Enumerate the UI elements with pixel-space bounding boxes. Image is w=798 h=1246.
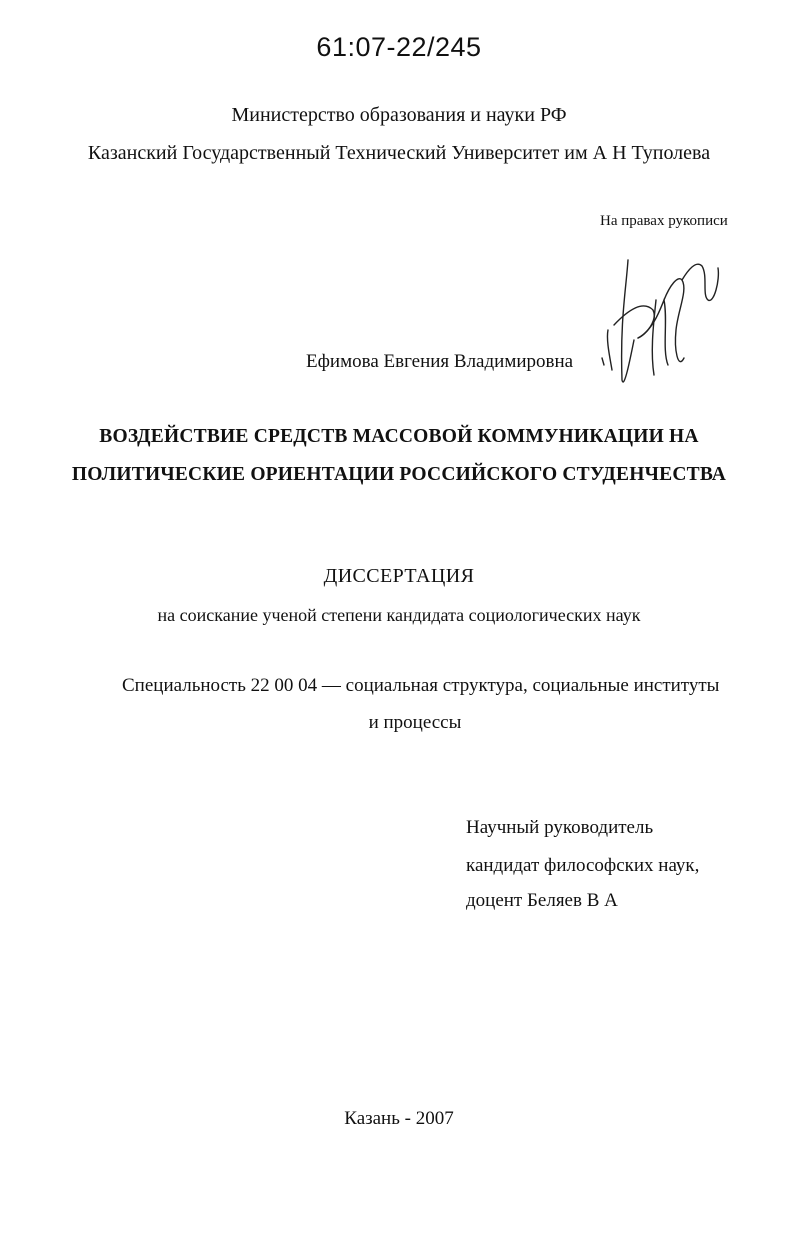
specialty-line-1: Специальность 22 00 04 — социальная структура, социальные институты bbox=[122, 675, 720, 696]
title-line-1: ВОЗДЕЙСТВИЕ СРЕДСТВ МАССОВОЙ КОММУНИКАЦИИ НА bbox=[99, 426, 699, 447]
supervisor-label: Научный руководитель bbox=[466, 817, 654, 838]
supervisor-name: доцент Беляев В А bbox=[466, 890, 618, 911]
title-line-2: ПОЛИТИЧЕСКИЕ ОРИЕНТАЦИИ РОССИЙСКОГО СТУДЕНЧЕСТВА bbox=[71, 464, 727, 485]
manuscript-rights-note: На правах рукописи bbox=[600, 213, 728, 229]
catalog-code: 61:07-22/245 bbox=[316, 32, 482, 62]
author-signature bbox=[598, 240, 728, 390]
specialty-line-2: и процессы bbox=[368, 712, 462, 733]
ministry-name: Министерство образования и науки РФ bbox=[231, 104, 567, 126]
document-type: ДИССЕРТАЦИЯ bbox=[323, 565, 475, 587]
supervisor-degree: кандидат философских наук, bbox=[466, 855, 700, 876]
degree-statement: на соискание ученой степени кандидата социологических наук bbox=[157, 605, 641, 625]
university-name: Казанский Государственный Технический Университет им А Н Туполева bbox=[87, 142, 711, 164]
author-name: Ефимова Евгения Владимировна bbox=[306, 351, 574, 372]
place-and-year: Казань - 2007 bbox=[344, 1108, 454, 1129]
dissertation-title bbox=[0, 418, 798, 494]
